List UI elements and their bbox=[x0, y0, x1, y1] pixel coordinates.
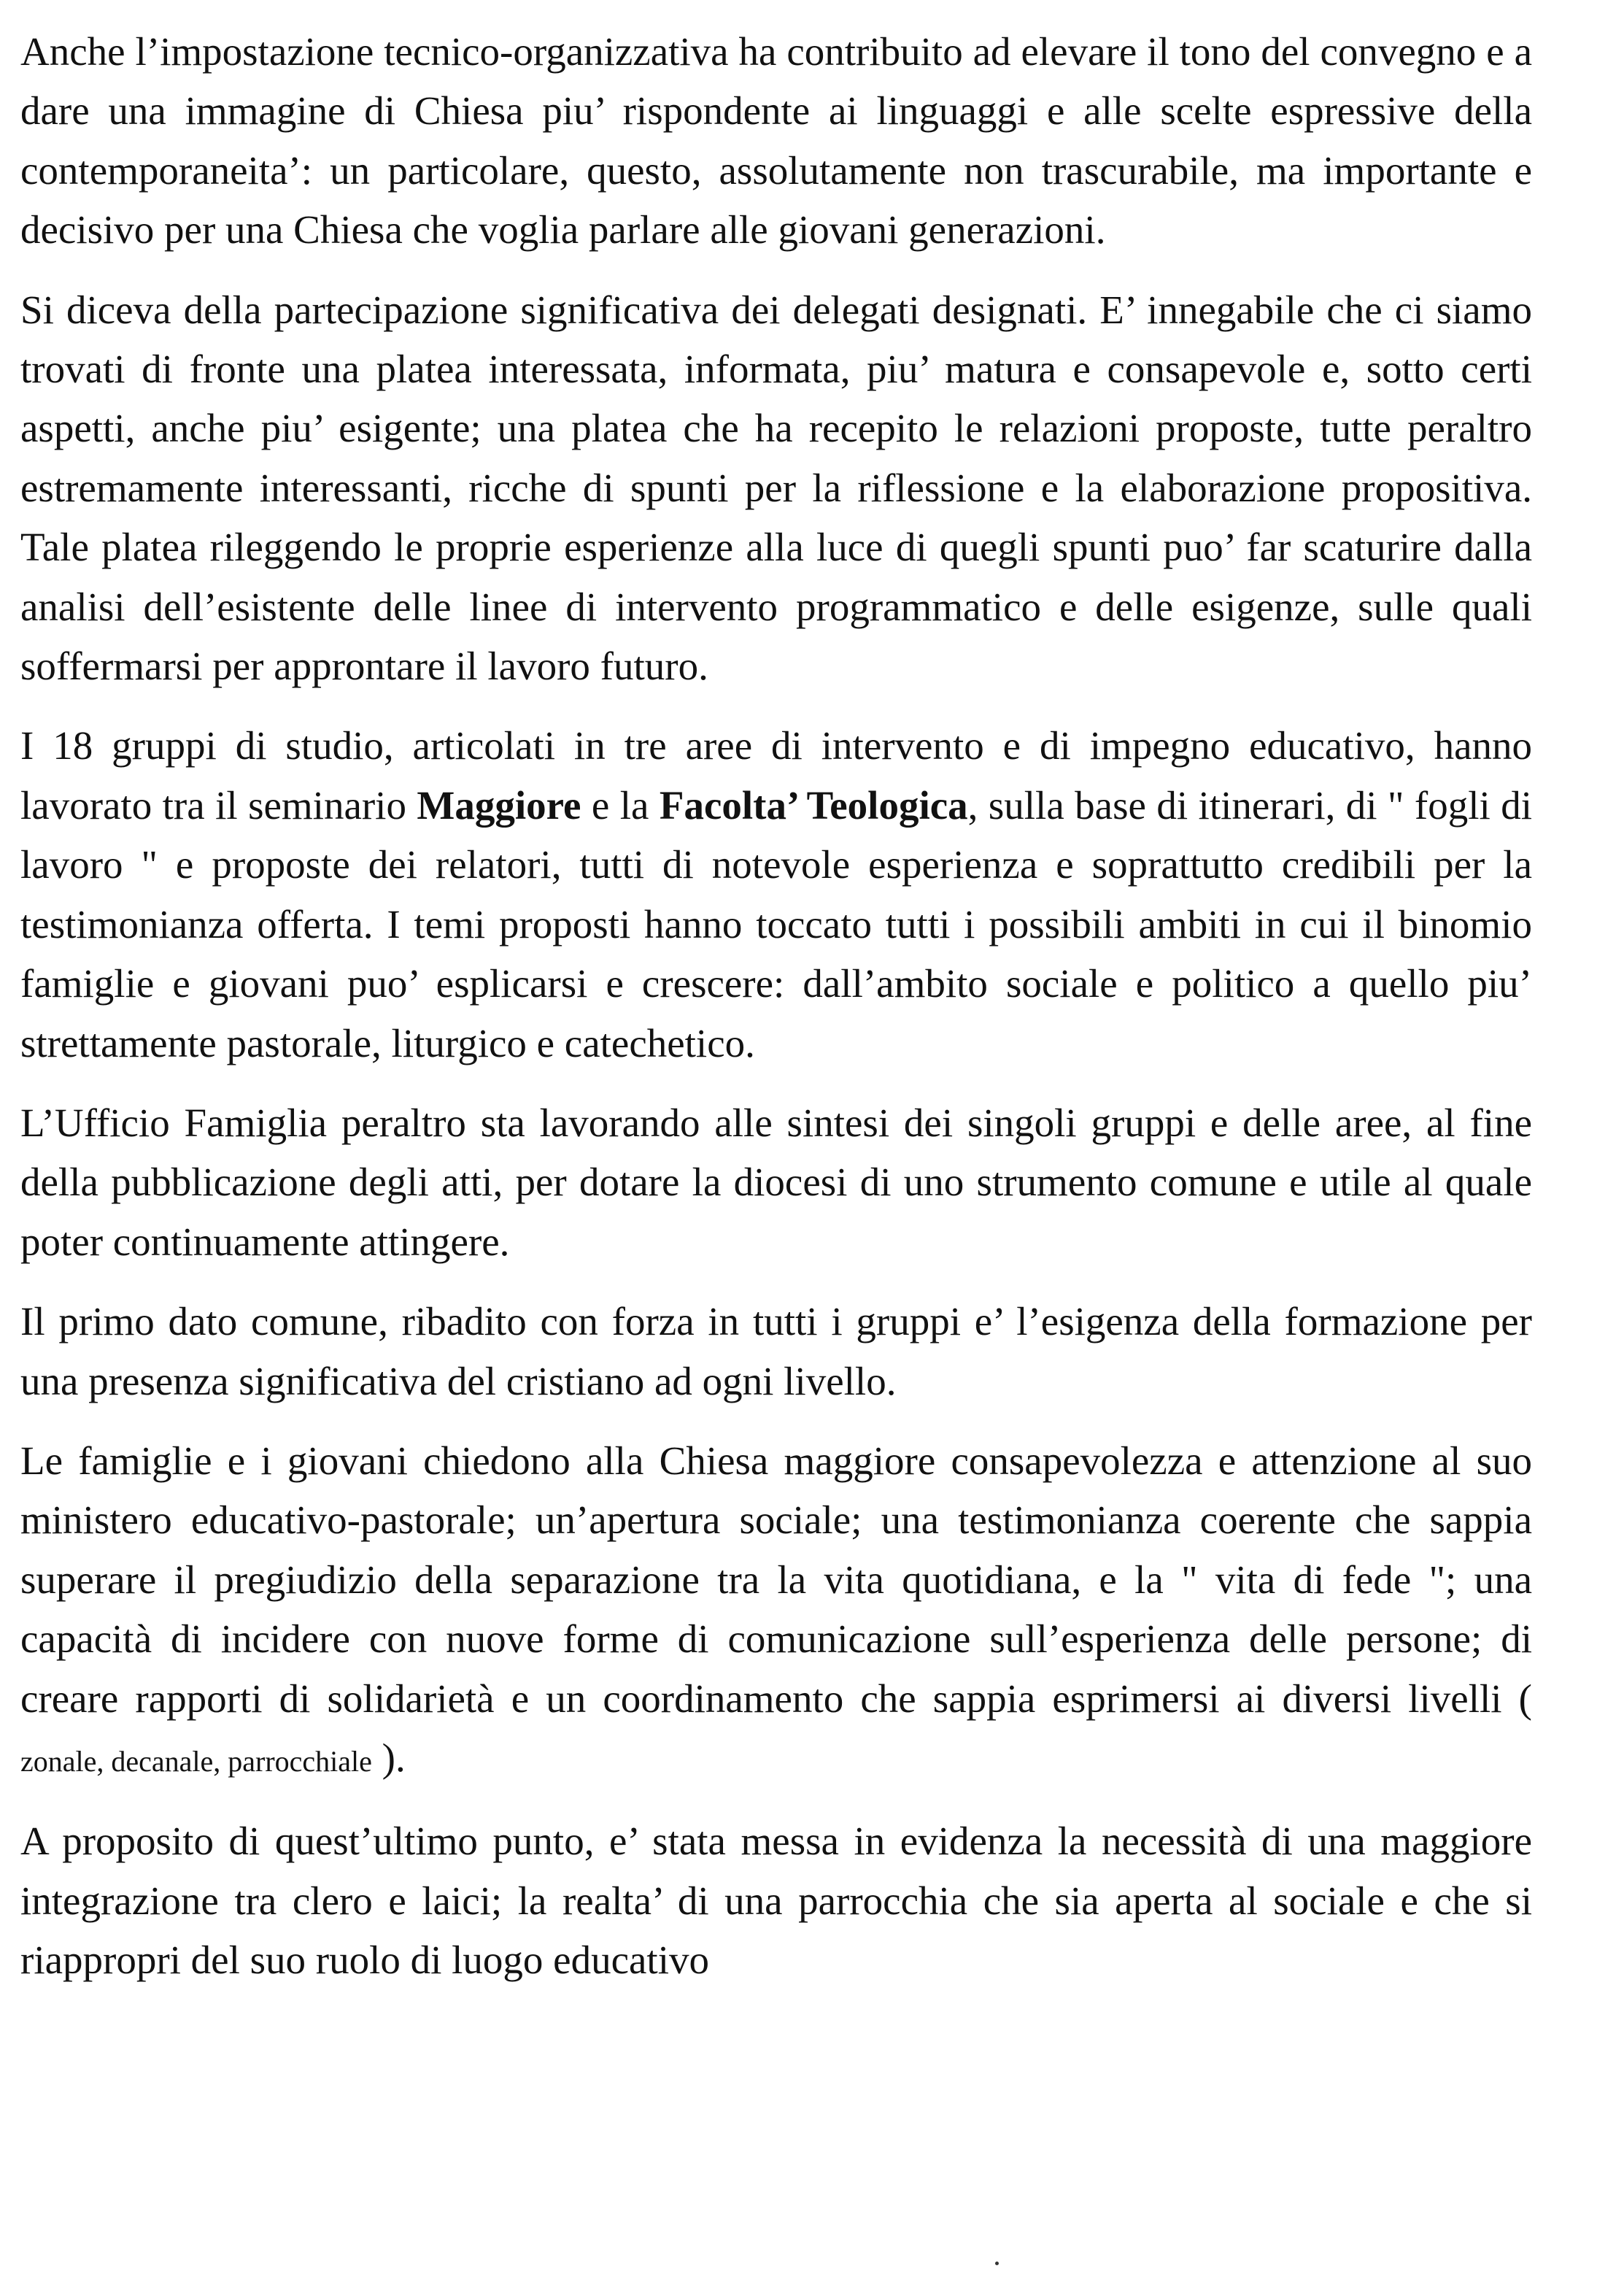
paragraph-3-part2: e la bbox=[581, 782, 660, 828]
paragraph-2-text: Si diceva della partecipazione significativa dei delegati designati. E’ innegabile che ci siamo trovati di fronte una platea interessata, informata, piu’ matura e consapevole e, sotto certi aspetti, anche piu’ esigente; una platea che ha recepito le relazioni proposte, tutte peraltro estremamente interessanti, ricche di spunti per la riflessione e la elaborazione propositiva. Tale platea rileggendo le proprie esperienze alla luce di quegli spunti puo’ far scaturire dalla analisi dell’esistente delle linee di intervento programmatico e delle esigenze, sulle quali soffermarsi per approntare il lavoro futuro. bbox=[20, 287, 1532, 689]
paragraph-1 bbox=[20, 22, 1532, 260]
paragraph-4-text: L’Ufficio Famiglia peraltro sta lavorando alle sintesi dei singoli gruppi e delle aree, al fine della pubblicazione degli atti, per dotare la diocesi di uno strumento comune e utile al quale poter continuamente attingere. bbox=[20, 1100, 1532, 1264]
paragraph-6-text bbox=[20, 1431, 1532, 1791]
paragraph-3-text bbox=[20, 716, 1532, 1072]
paragraph-4 bbox=[20, 1093, 1532, 1271]
paragraph-7-text: A proposito di quest’ultimo punto, e’ stata messa in evidenza la necessità di una maggiore integrazione tra clero e laici; la realta’ di una parrocchia che sia aperta al sociale e che si riappropri del suo ruolo di luogo educativo bbox=[20, 1819, 1532, 1983]
paragraph-5-text: Il primo dato comune, ribadito con forza in tutti i gruppi e’ l’esigenza della formazione per una presenza significativa del cristiano ad ogni livello. bbox=[20, 1299, 1532, 1403]
paragraph-6 bbox=[20, 1431, 1532, 1791]
document-page bbox=[20, 22, 1532, 2011]
paragraph-5 bbox=[20, 1292, 1532, 1411]
paragraph-2 bbox=[20, 280, 1532, 696]
paragraph-7 bbox=[20, 1811, 1532, 1989]
paragraph-6-part1: Le famiglie e i giovani chiedono alla Chiesa maggiore consapevolezza e attenzione al suo ministero educativo-pastorale; un’apertura sociale; una testimonianza coerente che sappia superare il pregiudizio della separazione tra la vita quotidiana, e la " vita di fede "; una capacità di incidere con nuove forme di comunicazione sull’esperienza delle persone; di creare rapporti di solidarietà e un coordinamento che sappia esprimersi ai diversi livelli ( bbox=[20, 1438, 1532, 1721]
faculty-name-bold: Facolta’ Teologica bbox=[659, 782, 968, 828]
scan-speck bbox=[995, 2262, 999, 2265]
seminary-name-bold: Maggiore bbox=[417, 782, 581, 828]
paragraph-3 bbox=[20, 716, 1532, 1072]
paragraph-3-part3: , sulla base di itinerari, di " fogli di lavoro " e proposte dei relatori, tutti di notevole esperienza e soprattutto credibili per la testimonianza offerta. I temi proposti hanno toccato tutti i possibili ambiti in cui il binomio famiglie e giovani puo’ esplicarsi e crescere: dall’ambito sociale e politico a quello piu’ strettamente pastorale, liturgico e catechetico. bbox=[20, 782, 1533, 1065]
paragraph-3-part1: I 18 gruppi di studio, articolati in tre aree di intervento e di impegno educativo, hanno lavorato tra il seminario bbox=[20, 723, 1532, 828]
paragraph-1-text: Anche l’impostazione tecnico-organizzativa ha contribuito ad elevare il tono del convegno e a dare una immagine di Chiesa piu’ rispondente ai linguaggi e alle scelte espressive della contemporaneita’: un particolare, questo, assolutamente non trascurabile, ma importante e decisivo per una Chiesa che voglia parlare alle giovani generazioni. bbox=[20, 29, 1532, 253]
paragraph-6-part2: ). bbox=[371, 1735, 406, 1780]
levels-list-small: zonale, decanale, parrocchiale bbox=[20, 1744, 372, 1778]
